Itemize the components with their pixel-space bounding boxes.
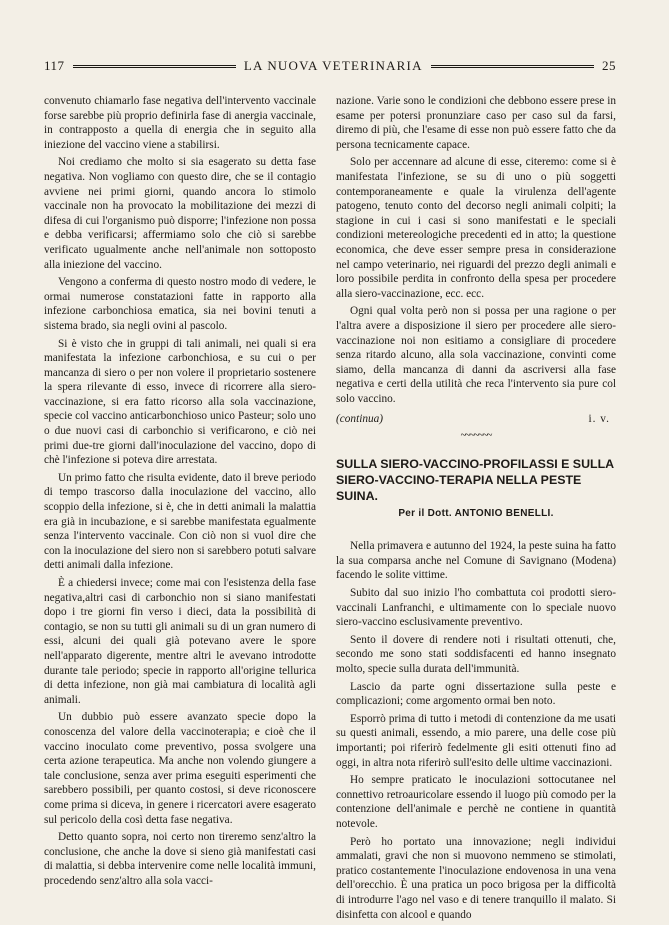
- paragraph: Detto quanto sopra, noi certo non tireremo senz'altro la conclusione, che anche la dove si sieno già manifestati casi di malattia, si debba intervenire come nelle località immuni, procedendo senz'altro alla sola vacci-: [44, 831, 316, 887]
- page-header: [44, 58, 616, 74]
- article-byline: Per il Dott. ANTONIO BENELLI.: [398, 507, 554, 519]
- paragraph: Però ho portato una innovazione; negli individui ammalati, gravi che non si muovono nemmeno se stimolati, pratico costantemente l'inoculazione endovenosa in una vena dell'orecchio. È una pratica un poco brigosa per la difficoltà di introdurre l'ago nel vaso e di tenere tranquillo il malato. Si disinfetta con alcool e quando: [336, 835, 616, 921]
- header-rule-left: [73, 65, 236, 68]
- author-initials: i. v.: [588, 413, 610, 426]
- paragraph: Un dubbio può essere avanzato specie dopo la conoscenza del valore della vaccinoterapia; e cioè che il vaccino inoculato come preventivo, possa svolgere una certa azione terapeutica. Ma anche non volendo giungere a tale conclusione, senza aver prima eseguiti esperimenti che sarebbero possibili, per quanto costosi, si deve riconoscere come prima si diceva, in genere i ricercatori avere esagerato sul pericolo della così detta fase negativa.: [44, 711, 316, 826]
- paragraph: Solo per accennare ad alcune di esse, citeremo: come si è manifestata l'infezione, se su di uno o più soggetti contemporaneamente e quale la virulenza dell'agente patogeno, tenuto conto del decorso negli animali colpiti; la stagione in cui i casi si sono manifestati e le speciali condizioni metereologiche precedenti ed in atto; la questione economica, che deve esser sempre presa in considerazione nel campo veterinario, nei riguardi del prezzo degli animali e loro possibile perdita in confronto della spesa per procedere alla siero-vaccinazione, ecc. ecc.: [336, 156, 616, 300]
- header-rule-right: [431, 65, 594, 68]
- paragraph: Ogni qual volta però non si possa per una ragione o per l'altra avere a disposizione il siero per procedere alle siero-vaccinazione noi non esitiamo a consigliare di procedere senza ritardo alcuno, alla sola vaccinazione, convinti come siamo, della mancanza di danni da ascriversi alla fase negativa e certi della utilità che reca l'intervento sia pure col solo vaccino.: [336, 305, 616, 405]
- paragraph: Si è visto che in gruppi di tali animali, nei quali si era manifestata la infezione carbonchiosa, e su cui o per mancanza di siero o per non volere il proprietario sostenere la spera rilevante di esso, invece di ricorrere alla siero-vaccinazione, si era fatto ricorso alla sola vaccinazione, specie col vaccino anticarbonchioso unico Pasteur; solo uno o due nuovi casi di carbonchio si verificarono, e ciò nei primi due-tre giorni dall'inoculazione del vaccino, dopo di chè l'infezione si poteva dire arrestata.: [44, 337, 316, 467]
- section-divider-flourish: ~~~~~~~: [460, 430, 492, 442]
- continua-label: (continua): [336, 413, 384, 426]
- paragraph: Esporrò prima di tutto i metodi di contenzione da me usati su questi animali, essendo, a mio parere, una delle cose più importanti; poi riferirò fedelmente gli esiti ottenuti fino ad oggi, in altra nota riferirò sull'esito delle ultime vaccinazioni.: [336, 712, 616, 769]
- paragraph: Ho sempre praticato le inoculazioni sottocutanee nel connettivo retroauricolare essendo il luogo più comodo per la contenzione dell'animale e perchè ne contiene in quantità notevole.: [336, 774, 616, 830]
- continuation-line: [336, 412, 616, 427]
- right-column: [336, 94, 616, 925]
- page-number-left: 117: [44, 58, 65, 73]
- paragraph: È a chiedersi invece; come mai con l'esistenza della fase negativa,altri casi di carbonchio non si siano manifestati dopo i tre giorni fin verso i dieci, data la possibilità di contagio, se non su tutti gli animali su di un gran numero di essi, alcuni dei quali già potevano avere le spore nell'apparato digerente, mentre altri le avevano introdotte durante tale periodo; specie in rapporto all'origine tellurica di detta infezione, non già mai cambiatura di località agli animali.: [44, 577, 316, 706]
- paragraph: Sento il dovere di rendere noti i risultati ottenuti, che, secondo me sono stati soddisfacenti ed hanno insegnato molto, specie sulla durata dell'immunità.: [336, 633, 616, 675]
- left-column: [44, 94, 316, 891]
- paragraph: Vengono a conferma di questo nostro modo di vedere, le ormai numerose constatazioni fatte in rapporto alla infezione carbonchiosa ematica, sia nei bovini tenuti a sistema brado, sia negli ovini al pascolo.: [44, 276, 316, 332]
- paragraph: Un primo fatto che risulta evidente, dato il breve periodo di tempo trascorso dalla inoculazione del vaccino, allo scoppio della infezione, si è, che in detti animali la malattia era già in incubazione, e si sarebbe manifestata egualmente senza l'intervento vaccinale. Con ciò non si vuol dire che con la inoculazione del siero non si sarebbero potuti salvare detti animali dalla infezione.: [44, 471, 316, 572]
- paragraph: nazione. Varie sono le condizioni che debbono essere prese in esame per potersi pronunziare caso per caso sul da farsi, diremo di più, che l'esame di esse non può essere fatto che da persona tecnicamente capace.: [336, 95, 616, 151]
- paragraph: Noi crediamo che molto si sia esagerato su detta fase negativa. Non vogliamo con questo dire, che se il contagio avviene nei primi giorni, quando ancora lo stimolo vaccinale non ha provocato la mobilitazione dei mezzi di difesa di cui l'organismo può disporre; l'infezione non possa e debba verificarsi; affermiamo solo che ciò si sarebbe verificato ugualmente anche nell'animale non sottoposto alla iniezione del vaccino.: [44, 156, 316, 271]
- paragraph: convenuto chiamarlo fase negativa dell'intervento vaccinale forse sarebbe più proprio definirla fase di anergia vaccinale, in contrapposto a quella di energia che in seguito alla iniezione del vaccino viene a stabilirsi.: [44, 95, 316, 151]
- paragraph: Lascio da parte ogni dissertazione sulla peste e complicazioni; come argomento ormai ben noto.: [336, 680, 616, 708]
- page-number-right: 25: [602, 58, 616, 73]
- paragraph: Nella primavera e autunno del 1924, la peste suina ha fatto la sua comparsa anche nel Comune di Savignano (Modena) facendo le solite vittime.: [336, 540, 616, 582]
- journal-title: LA NUOVA VETERINARIA: [243, 58, 423, 73]
- article-title: SULLA SIERO-VACCINO-PROFILASSI E SULLA SIERO-VACCINO-TERAPIA NELLA PESTE SUINA.: [336, 456, 614, 503]
- paragraph: Subito dal suo inizio l'ho combattuta coi prodotti siero-vaccinali Lanfranchi, e ultimamente con lo speciale nuovo siero-vaccino esclusivamente preventivo.: [336, 587, 616, 629]
